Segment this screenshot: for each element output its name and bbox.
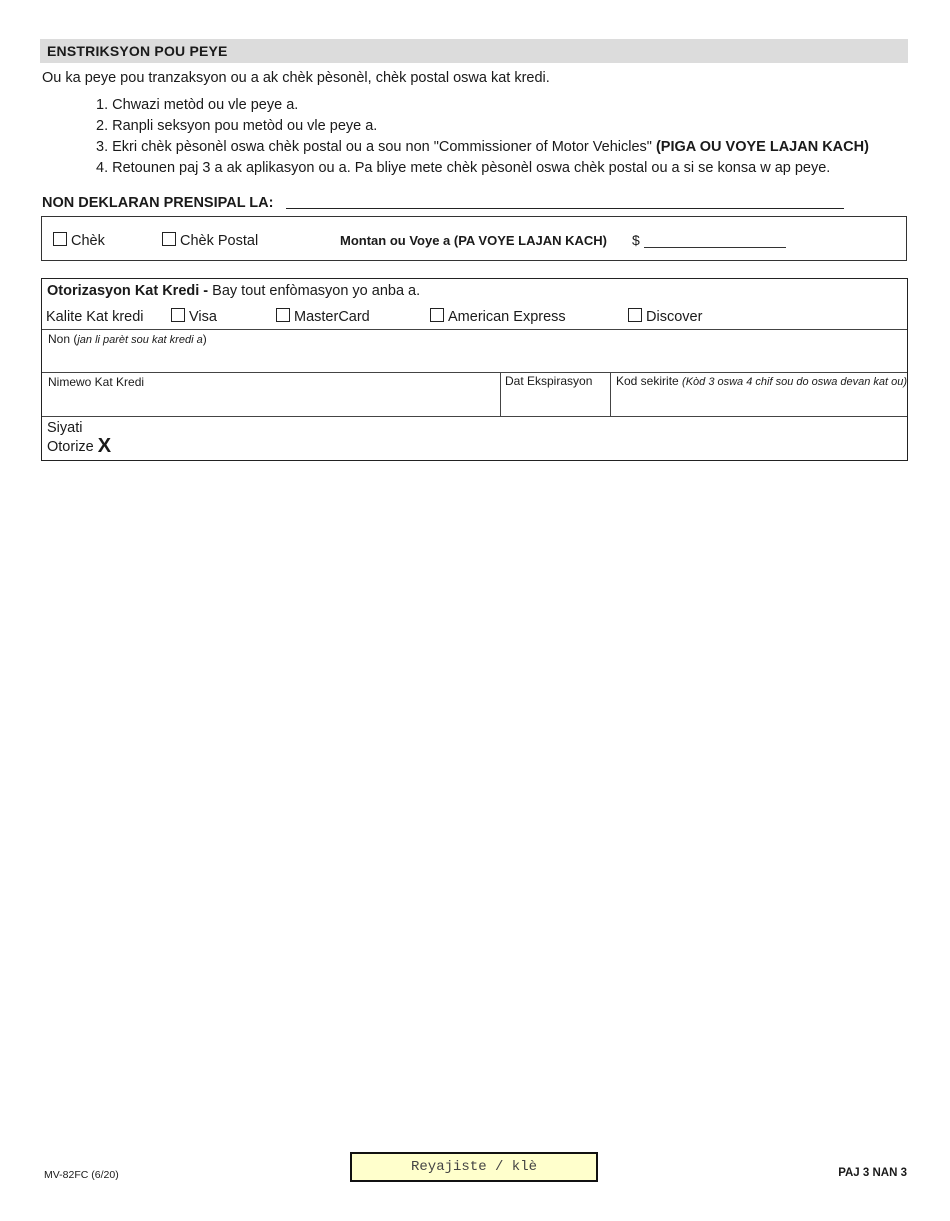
section-title: ENSTRIKSYON POU PEYE [47, 43, 228, 59]
card-number-field[interactable] [42, 390, 498, 414]
cardholder-name-label: Non (jan li parèt sou kat kredi a) [48, 332, 207, 346]
register-clear-button[interactable]: Reyajiste / klè [350, 1152, 598, 1182]
amex-checkbox[interactable] [430, 308, 444, 322]
section-header [40, 39, 908, 63]
signature-label: Siyati Otorize X [47, 420, 112, 457]
card-type-label: Kalite Kat kredi [46, 309, 144, 325]
cardholder-name-field[interactable] [42, 347, 907, 371]
signature-field[interactable] [130, 420, 900, 456]
step-4: 4. Retounen paj 3 a ak aplikasyon ou a. Pa bliye mete chèk pèsonèl oswa chèk postal ou a si se konsa w ap peye. [96, 160, 831, 176]
amount-field[interactable] [644, 247, 786, 248]
security-code-field[interactable] [612, 390, 906, 414]
step-1: 1. Chwazi metòd ou vle peye a. [96, 97, 299, 113]
step-2: 2. Ranpli seksyon pou metòd ou vle peye a. [96, 118, 378, 134]
discover-option[interactable]: Discover [628, 308, 702, 325]
step-3: 3. Ekri chèk pèsonèl oswa chèk postal ou a sou non "Commissioner of Motor Vehicles" (PIGA OU VOYE LAJAN KACH) [96, 139, 869, 155]
divider [42, 329, 907, 330]
check-option[interactable]: Chèk [53, 232, 105, 249]
intro-text: Ou ka peye pou tranzaksyon ou a ak chèk pèsonèl, chèk postal oswa kat kredi. [42, 70, 550, 86]
expiration-date-label: Dat Ekspirasyon [505, 374, 593, 388]
declarant-name-field[interactable] [286, 208, 844, 209]
mastercard-option[interactable]: MasterCard [276, 308, 370, 325]
check-checkbox[interactable] [53, 232, 67, 246]
money-order-option[interactable]: Chèk Postal [162, 232, 258, 249]
declarant-label: NON DEKLARAN PRENSIPAL LA: [42, 195, 274, 211]
discover-checkbox[interactable] [628, 308, 642, 322]
divider [42, 372, 907, 373]
mastercard-checkbox[interactable] [276, 308, 290, 322]
signature-mark: X [97, 435, 112, 457]
divider [610, 372, 611, 416]
amount-label: Montan ou Voye a (PA VOYE LAJAN KACH) [340, 233, 607, 248]
visa-checkbox[interactable] [171, 308, 185, 322]
divider [42, 416, 907, 417]
divider [500, 372, 501, 416]
page-number: PAJ 3 NAN 3 [838, 1167, 907, 1179]
currency-symbol: $ [632, 232, 640, 248]
money-order-checkbox[interactable] [162, 232, 176, 246]
card-number-label: Nimewo Kat Kredi [48, 375, 145, 389]
form-id: MV-82FC (6/20) [44, 1169, 119, 1181]
credit-card-title: Otorizasyon Kat Kredi - Bay tout enfòmasyon yo anba a. [47, 283, 421, 299]
visa-option[interactable]: Visa [171, 308, 217, 325]
instruction-steps [96, 95, 869, 179]
security-code-label: Kod sekirite (Kòd 3 oswa 4 chif sou do oswa devan kat ou) [616, 374, 908, 388]
amex-option[interactable]: American Express [430, 308, 566, 325]
expiration-date-field[interactable] [502, 390, 608, 414]
